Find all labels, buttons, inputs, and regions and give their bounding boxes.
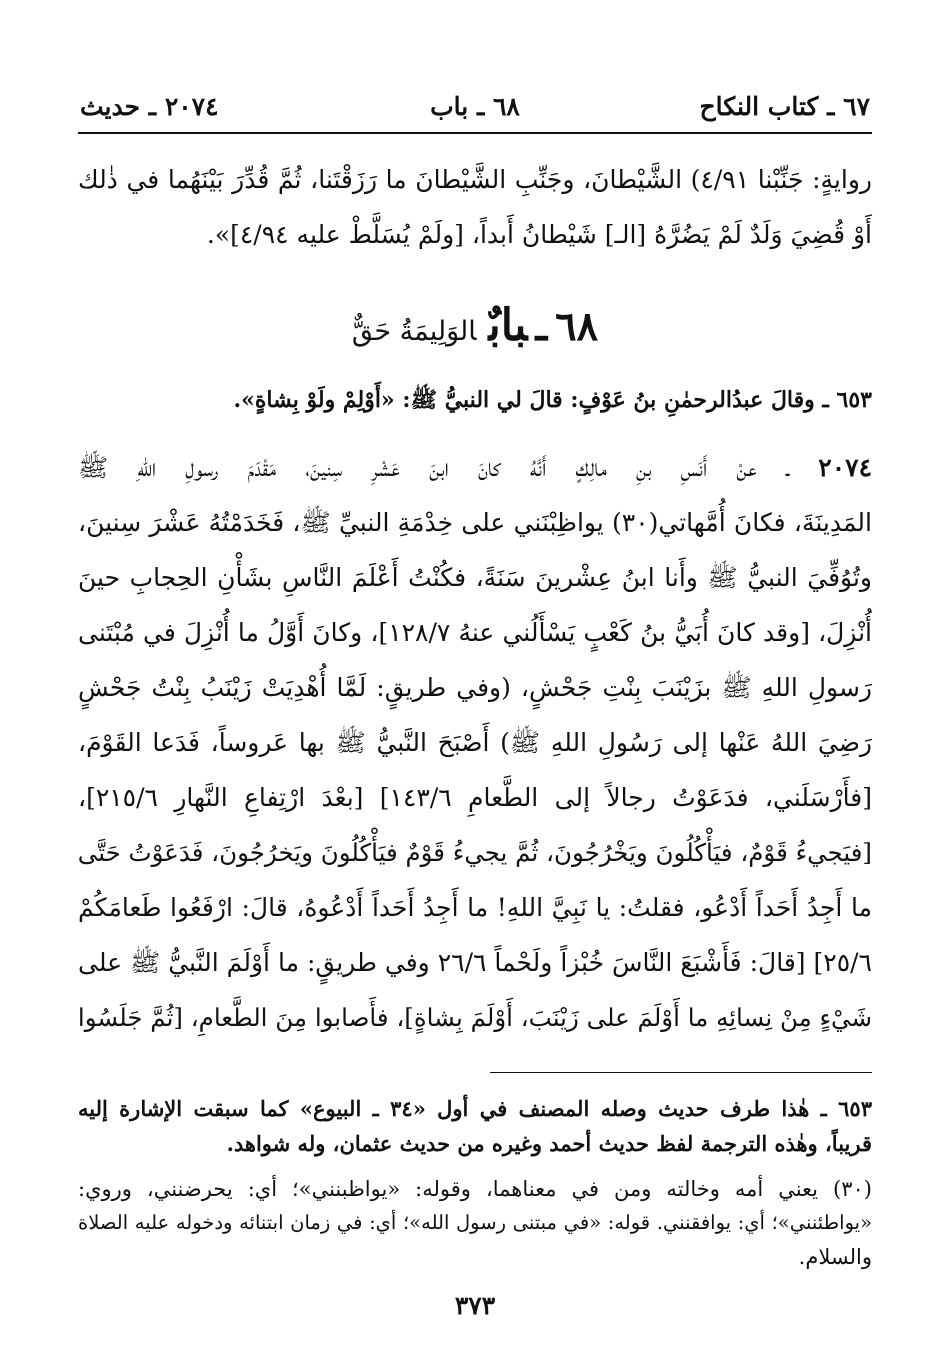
hadith-line: ما أَجِدُ أَحَداً أَدْعُو، فقلتُ: يا نَبِيَّ اللهِ! ما أَجِدُ أَحَداً أَدْعُوهُ، قالَ: ارْفَعُوا طَعامَكُمْ bbox=[78, 893, 872, 922]
footnote-note-line: والسلام. bbox=[798, 1245, 872, 1269]
hadith-line: رَسولِ اللهِ ﷺ بزَيْنَبَ بِنْتِ جَحْشٍ، (وفي طريقٍ: لَمَّا أُهْدِيَتْ زَيْنَبُ بِنْتُ جَحْشٍ bbox=[78, 673, 872, 702]
footnote-divider bbox=[490, 1072, 872, 1073]
footnote-note-line: «يواطئنني»؛ أي: يوافقنني. قوله: «في مبتنى رسول الله»؛ أي: في زمان ابتنائه ودخوله عليه الصلاة bbox=[78, 1211, 872, 1234]
header-chapter: ٦٨ ـ باب bbox=[430, 92, 520, 121]
hadith-number: ٢٠٧٤ bbox=[818, 453, 872, 482]
page-number: ٣٧٣ bbox=[454, 1291, 496, 1320]
chapter-title: الوَلِيمَةُ حَقٌّ bbox=[351, 316, 477, 347]
hadith-line: شَيْءٍ مِنْ نِسائِهِ ما أَوْلَمَ على زَيْنَبَ، أَوْلَمَ بِشاةٍ]، فأَصابوا مِنَ الطَّعامِ، [ثُمَّ جَلَسُوا bbox=[77, 1003, 872, 1032]
hadith-line: [فأَرْسَلَني، فدَعَوْتُ رجالاً إلى الطَّعامِ ١٤٣/٦] [بعْدَ ارْتِفاعِ النَّهارِ ٢١٥/٦]، bbox=[78, 783, 872, 812]
hadith-line bbox=[78, 448, 872, 488]
chapter-separator: ـ bbox=[535, 303, 548, 350]
hadith-line: رَضِيَ اللهُ عَنْها إلى رَسُولِ اللهِ ﷺ) أَصْبَحَ النَّبيُّ ﷺ بها عَروساً، فَدَعا القَوْمَ، bbox=[78, 728, 872, 757]
footnote-note-line: (٣٠) يعني أمه وخالته ومن في معناهما، وقوله: «يواظبنني»؛ أي: يحرضنني، وروي: bbox=[78, 1177, 872, 1201]
hadith-line: وتُوُفِّيَ النبيُّ ﷺ وأَنا ابنُ عِشْرينَ سَنَةً، فكُنْتُ أَعْلَمَ النَّاسِ بشَأْنِ الحِجابِ حينَ bbox=[78, 563, 872, 592]
hadith-line: ٢٥/٦] [قالَ: فَأَشْبَعَ النَّاسَ خُبْزاً ولَحْماً ٢٦/٦ وفي طريقٍ: ما أَوْلَمَ النَّبيُّ ﷺ على bbox=[78, 948, 872, 977]
hadith-text: ـ عنْ أَنَسِ بنِ مالِكٍ أَنَّهُ كانَ ابنَ عَشْرِ سِنينَ، مَقْدَمَ رسولِ اللهِ ﷺ bbox=[78, 453, 790, 482]
hadith-line: المَدِينَةَ، فكانَ أُمَّهاتي(٣٠) يواظِبْنَني على خِدْمَةِ النبيِّ ﷺ، فَخَدَمْتُهُ عَشْرَ سِنينَ، bbox=[78, 508, 872, 537]
continuation-line: روايةٍ: جَنِّبْنا ٤/٩١) الشَّيْطانَ، وجَنِّبِ الشَّيْطانَ ما رَزَقْتَنا، ثُمَّ قُدِّرَ بَيْنَهُما في ذٰلك bbox=[78, 165, 872, 194]
footnote-commentary-line: ٦٥٣ ـ هٰذا طرف حديث وصله المصنف في أول «٣٤ ـ البيوع» كما سبقت الإشارة إليه bbox=[78, 1096, 872, 1121]
continuation-line: أَوْ قُضِيَ وَلَدٌ لَمْ يَضُرَّهُ [الـ] شَيْطانُ أَبداً، [ولَمْ يُسَلَّطْ عليه ٤/٩٤]». bbox=[206, 220, 872, 249]
hadith-line: [فيَجيءُ قَوْمٌ، فيَأْكُلُونَ ويَخْرُجُونَ، ثُمَّ يجيءُ قَوْمٌ فيَأْكُلُونَ ويَخرُجُونَ، فَدَعَوْتُ حَتَّى bbox=[77, 838, 872, 867]
header-book-title: ٦٧ ـ كتاب النكاح bbox=[699, 92, 870, 121]
footnote-commentary-line: قريباً، وهٰذه الترجمة لفظ حديث أحمد وغيره من حديث عثمان، وله شواهد. bbox=[226, 1131, 872, 1156]
mualaq-narration: ٦٥٣ ـ وقالَ عبدُالرحمٰنِ بنُ عَوْفٍ: قالَ لي النبيُّ ﷺ: «أَوْلِمْ ولَوْ بِشاةٍ». bbox=[233, 387, 872, 413]
hadith-line: أُنْزِلَ، [وقد كانَ أُبَيُّ بنُ كَعْبٍ يَسْأَلُني عنهُ ١٢٨/٧]، وكانَ أَوَّلُ ما أُنْزِلَ في مُبْتَنى bbox=[78, 618, 873, 647]
chapter-word: بابٌ bbox=[488, 300, 528, 351]
chapter-number: ٦٨ bbox=[555, 303, 599, 350]
header-hadith-number: ٢٠٧٤ ـ حديث bbox=[80, 92, 219, 121]
chapter-heading bbox=[78, 300, 872, 360]
header-divider bbox=[78, 132, 872, 134]
running-header bbox=[80, 92, 870, 128]
